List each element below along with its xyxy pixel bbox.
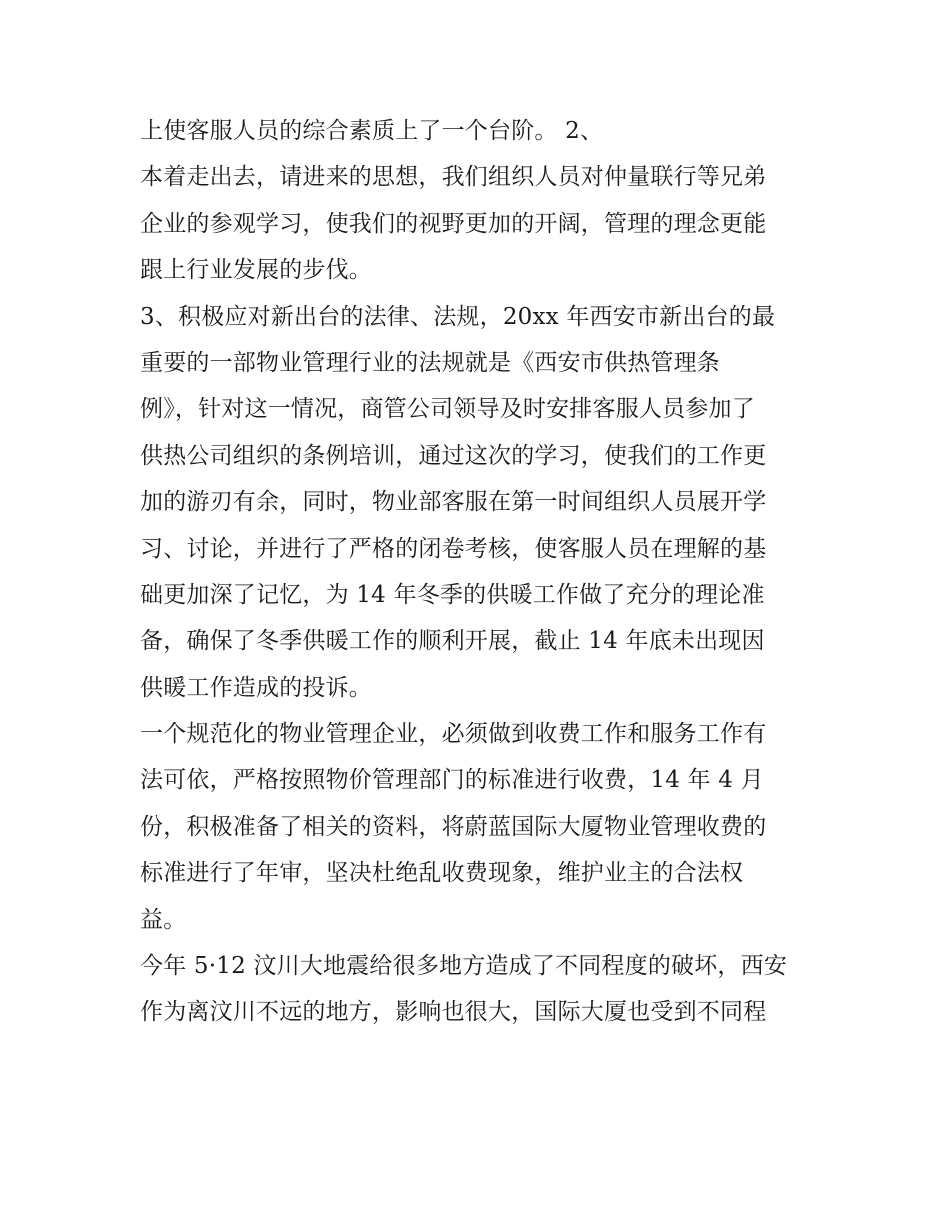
text-line: 今年 5·12 汶川大地震给很多地方造成了不同程度的破坏，西安 [140, 953, 788, 980]
text-line: 备，确保了冬季供暖工作的顺利开展，截止 14 年底未出现因 [140, 628, 765, 655]
text-line: 供热公司组织的条例培训，通过这次的学习，使我们的工作更 [140, 442, 767, 469]
text-line: 份，积极准备了相关的资料，将蔚蓝国际大厦物业管理收费的 [140, 813, 767, 840]
text-line: 上使客服人员的综合素质上了一个台阶。 2、 [140, 118, 604, 144]
text-line: 作为离汶川不远的地方，影响也很大，国际大厦也受到不同程 [140, 999, 767, 1026]
text-line: 例》，针对这一情况，商管公司领导及时安排客服人员参加了 [140, 396, 755, 423]
text-line: 本着走出去，请进来的思想，我们组织人员对仲量联行等兄弟 [140, 164, 767, 191]
text-line: 法可依，严格按照物价管理部门的标准进行收费，14 年 4 月 [140, 767, 764, 794]
text-line: 供暖工作造成的投诉。 [140, 674, 372, 701]
text-line: 跟上行业发展的步伐。 [140, 257, 372, 284]
text-line: 一个规范化的物业管理企业，必须做到收费工作和服务工作有 [140, 721, 767, 748]
text-line: 3、积极应对新出台的法律、法规，20xx 年西安市新出台的最 [140, 303, 776, 330]
text-line: 习、讨论，并进行了严格的闭卷考核，使客服人员在理解的基 [140, 535, 767, 562]
text-line: 标准进行了年审，坚决杜绝乱收费现象，维护业主的合法权 [140, 860, 744, 887]
text-line: 加的游刃有余，同时，物业部客服在第一时间组织人员展开学 [140, 489, 767, 516]
text-line: 础更加深了记忆，为 14 年冬季的供暖工作做了充分的理论准 [140, 581, 765, 608]
text-line: 企业的参观学习，使我们的视野更加的开阔，管理的理念更能 [140, 210, 767, 237]
text-line: 重要的一部物业管理行业的法规就是《西安市供热管理条 [140, 349, 720, 376]
document-body [140, 108, 830, 1036]
text-line: 益。 [140, 906, 187, 933]
